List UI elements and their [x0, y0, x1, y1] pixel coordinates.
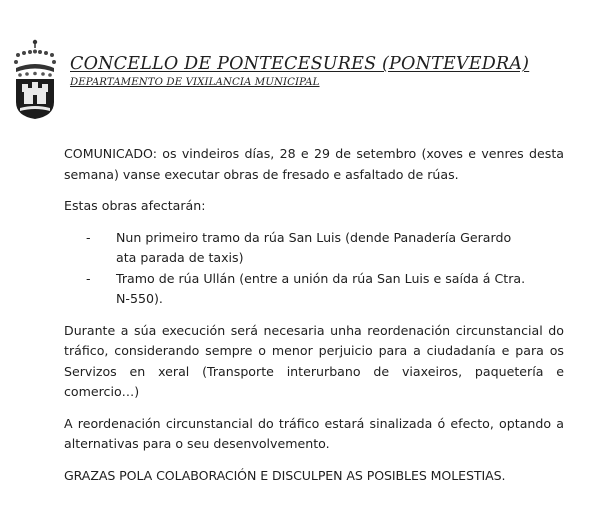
- coat-of-arms-icon: [10, 38, 60, 120]
- traffic-paragraph: Durante a súa execución será necesaria unha reordenación circunstancial do tráfico, considerando sempre o menor perjuicio para a ciudadanía e para os Servizos en xeral (Transporte interurbano de viaxeiros, paquetería e comercio…): [64, 322, 564, 399]
- signage-paragraph: A reordenación circunstancial do tráfico estará sinalizada ó efecto, optando a alternativas para o seu desenvolvemento.: [64, 415, 564, 451]
- affected-streets-list: [64, 228, 564, 310]
- announcement-paragraph: COMUNICADO: os vindeiros días, 28 e 29 de setembro (xoves e venres desta semana) vanse executar obras de fresado e asfaltado de rúas.: [64, 146, 564, 182]
- list-marker: -: [86, 270, 91, 286]
- organization-title: CONCELLO DE PONTECESURES (PONTEVEDRA): [70, 54, 530, 74]
- notice-body: [64, 144, 564, 497]
- list-item-text: Nun primeiro tramo da rúa San Luis (dende Panadería Gerardo ata parada de taxis): [116, 229, 512, 265]
- closing-message: GRAZAS POLA COLABORACIÓN E DISCULPEN AS POSIBLES MOLESTIAS.: [64, 467, 506, 483]
- affected-intro: Estas obras afectarán:: [64, 198, 206, 213]
- list-item: [64, 228, 564, 269]
- list-item: [64, 269, 564, 310]
- department-subtitle: DEPARTAMENTO DE VIXILANCIA MUNICIPAL: [70, 77, 320, 88]
- list-item-text: Tramo de rúa Ullán (entre a unión da rúa San Luis e saída á Ctra. N-550).: [116, 270, 526, 306]
- list-marker: -: [86, 229, 91, 245]
